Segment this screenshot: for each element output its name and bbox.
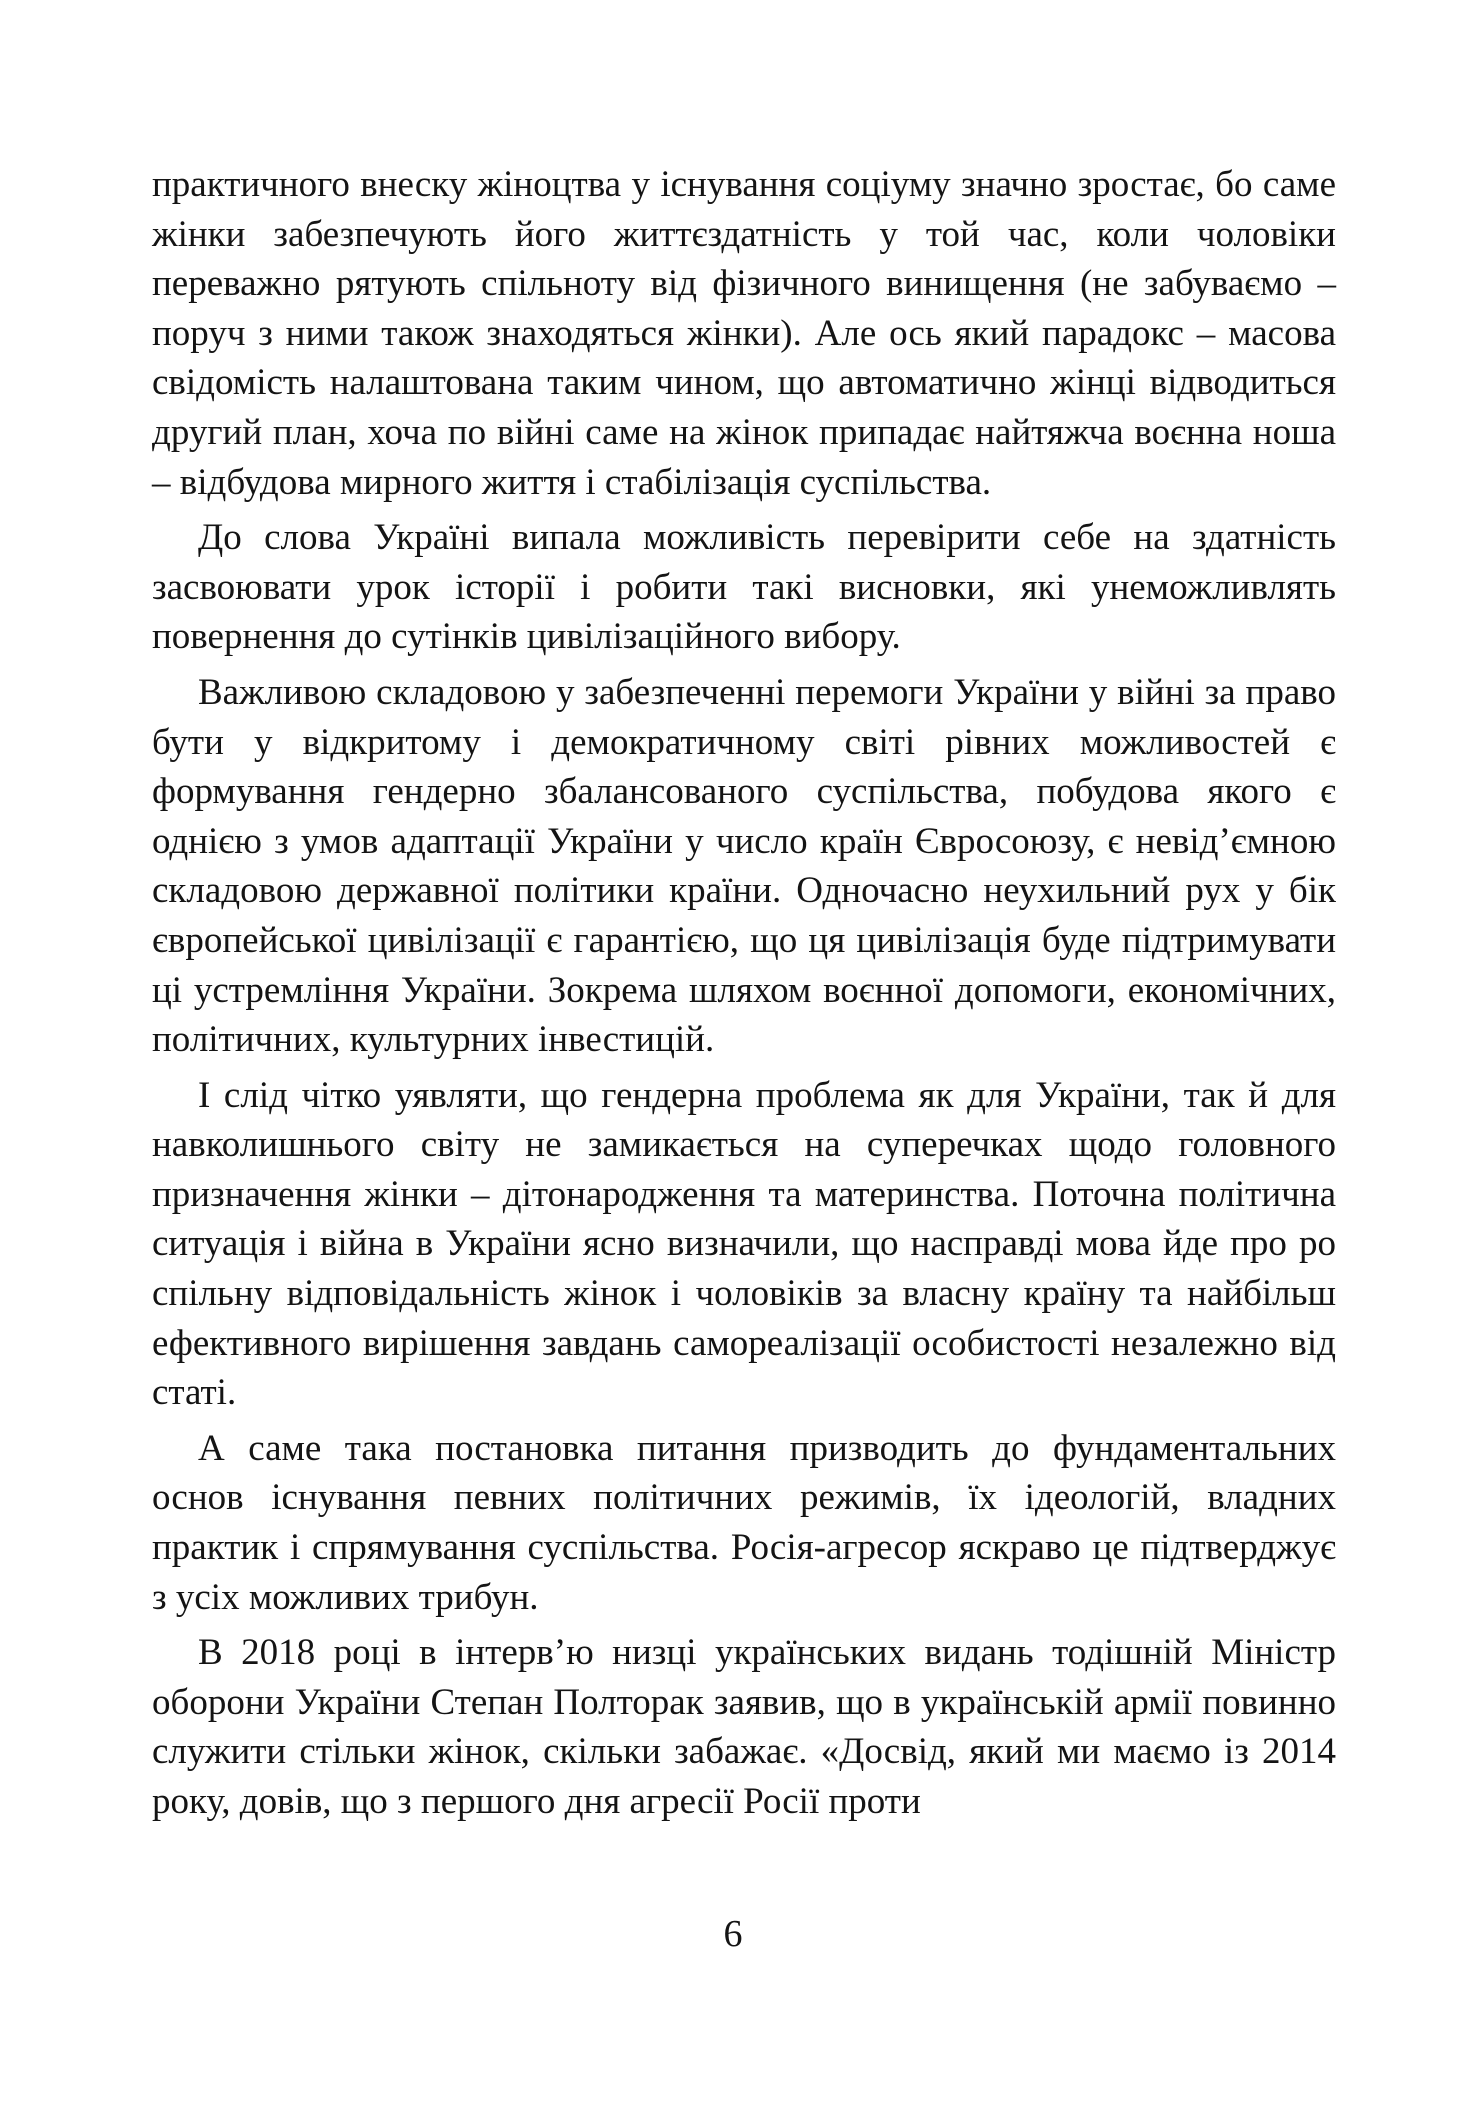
body-text [152, 160, 1336, 1833]
paragraph-continuation: практичного внеску жіноцтва у існування соціуму значно зростає, бо саме жінки забезпечують його життєздатність у той час, коли чоловіки переважно рятують спільноту від фізичного винищення (не забуваємо – поруч з ними також знаходяться жінки). Але ось який парадокс – масова свідомість налаштована таким чином, що автоматично жінці відводиться другий план, хоча по війні саме на жінок припадає найтяжча воєнна ноша – відбудова мирного життя і стабілізація суспільства. [152, 164, 1336, 503]
paragraph: А саме така постановка питання призводить до фундаментальних основ існування певних політичних режимів, їх ідеологій, владних практик і спрямування суспільства. Росія-агресор яскраво це підтверджує з усіх можливих трибун. [152, 1427, 1336, 1618]
paragraph: І слід чітко уявляти, що гендерна проблема як для України, так й для навколишнього світу не замикається на суперечках щодо головного призначення жінки – дітонародження та материнства. Поточна політична ситуація і війна в України ясно визначили, що насправді мова йде про ро спільну відповідальність жінок і чоловіків за власну країну та найбільш ефективного вирішення завдань самореалізації особистості незалежно від статі. [152, 1074, 1336, 1414]
paragraph: Важливою складовою у забезпеченні перемоги України у війні за право бути у відкритому і демократичному світі рівних можливостей є формування гендерно збалансованого суспільства, побудова якого є однією з умов адаптації України у число країн Євросоюзу, є невід’ємною складовою державної політики країни. Одночасно неухильний рух у бік європейської цивілізації є гарантією, що ця цивілізація буде підтримувати ці устремління України. Зокрема шляхом воєнної допомоги, економічних, політичних, культурних інвестицій. [152, 671, 1336, 1061]
page-number: 6 [723, 1913, 743, 1955]
paragraph: До слова Україні випала можливість перевірити себе на здатність засвоювати урок історії і робити такі висновки, які унеможливлять повернення до сутінків цивілізаційного вибору. [152, 517, 1336, 658]
paragraph: В 2018 році в інтерв’ю низці українських видань тодішній Міністр оборони України Степан Полторак заявив, що в українській армії повинно служити стільки жінок, скільки забажає. «Досвід, який ми маємо із 2014 року, довів, що з першого дня агресії Росії проти [152, 1632, 1336, 1822]
